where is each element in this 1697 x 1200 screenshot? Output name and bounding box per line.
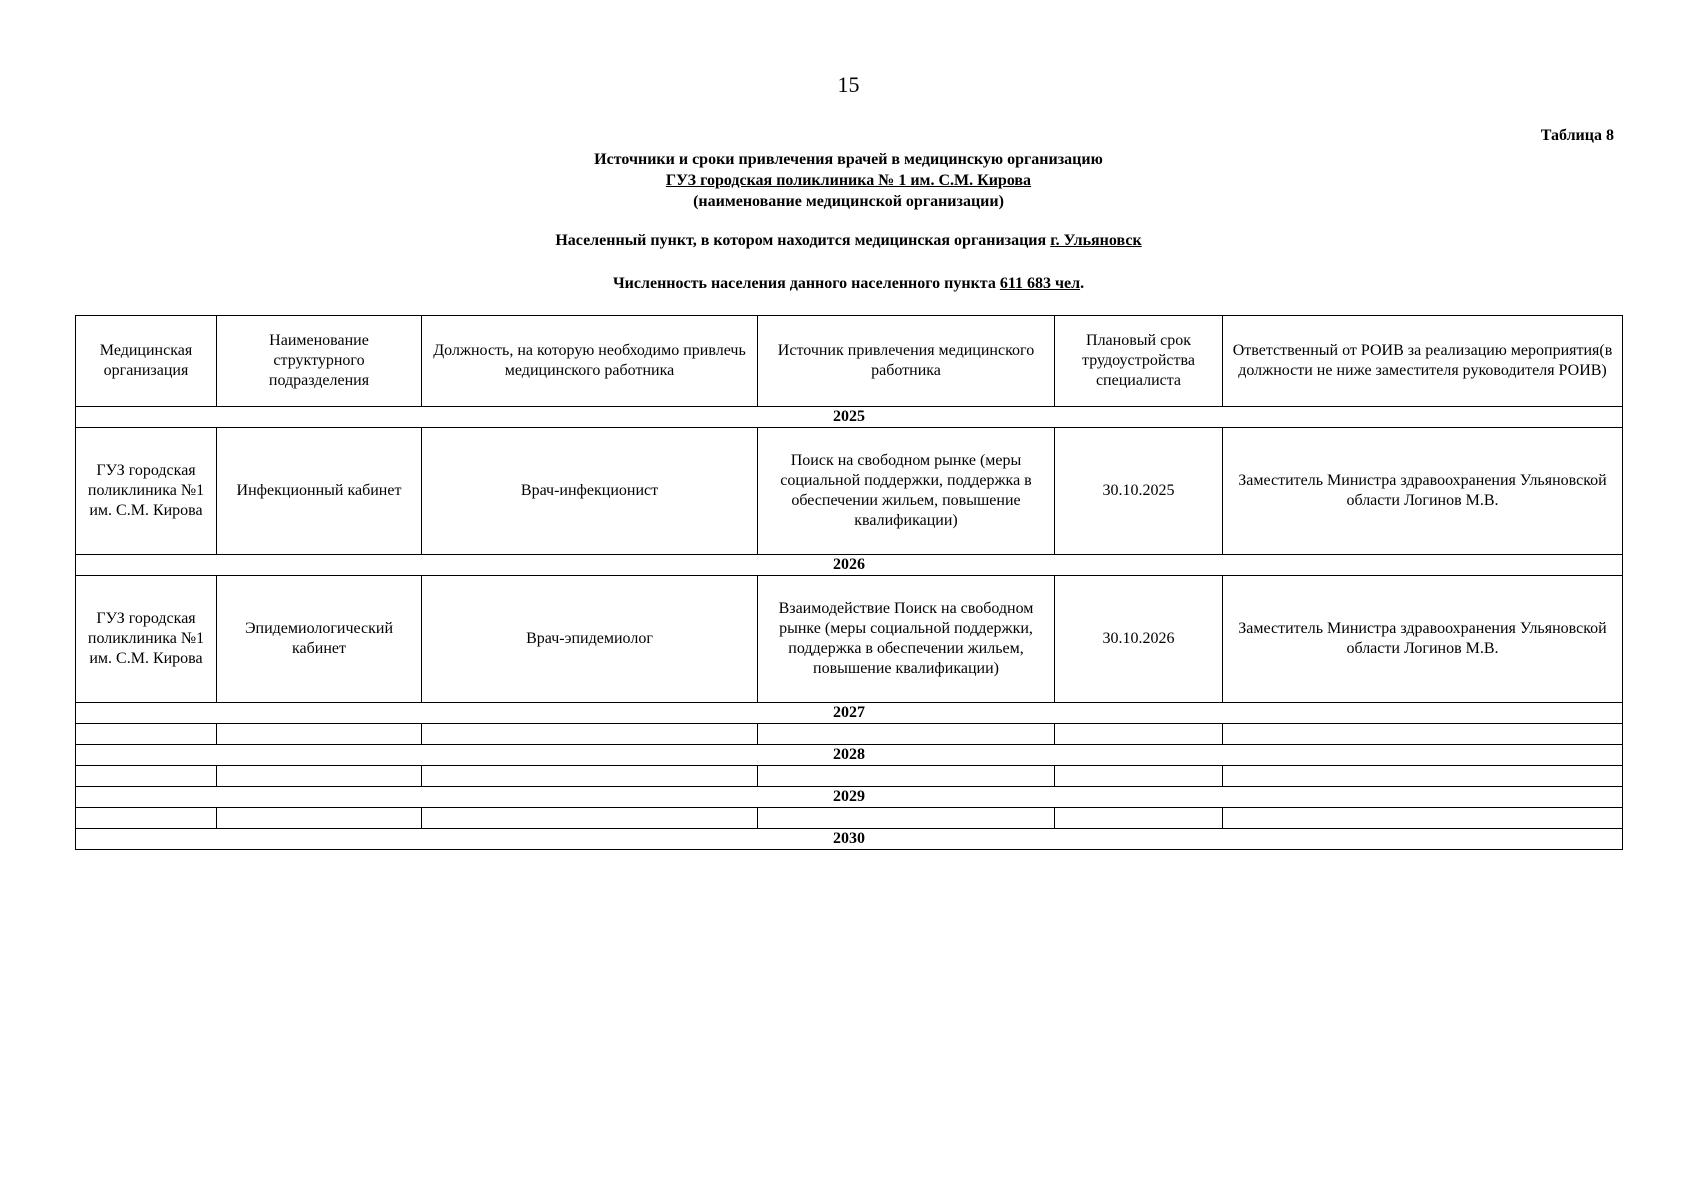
year-row <box>76 703 1623 724</box>
document-header <box>0 149 1697 212</box>
settlement-line <box>0 232 1697 250</box>
organization-cell: ГУЗ городская поликлиника №1 им. С.М. Кирова <box>76 576 217 703</box>
year-label: 2025 <box>76 407 1623 428</box>
population-suffix: . <box>1080 275 1085 292</box>
deadline-cell: 30.10.2025 <box>1055 428 1223 555</box>
recruitment-table <box>75 315 1623 850</box>
column-header: Наименование структурного подразделения <box>217 316 422 407</box>
empty-row <box>76 724 1623 745</box>
year-label: 2029 <box>76 787 1623 808</box>
year-row <box>76 407 1623 428</box>
position-cell: Врач-эпидемиолог <box>422 576 758 703</box>
position-cell: Врач-инфекционист <box>422 428 758 555</box>
organization-caption: (наименование медицинской организации) <box>693 193 1004 210</box>
year-row <box>76 829 1623 850</box>
responsible-cell: Заместитель Министра здравоохранения Ульяновской области Логинов М.В. <box>1223 428 1623 555</box>
year-label: 2028 <box>76 745 1623 766</box>
population-value: 611 683 чел <box>999 275 1081 292</box>
empty-row <box>76 808 1623 829</box>
year-row <box>76 787 1623 808</box>
page-number: 15 <box>837 72 860 97</box>
table-label: Таблица 8 <box>1540 127 1614 144</box>
department-cell: Эпидемиологический кабинет <box>217 576 422 703</box>
population-label: Численность населения данного населенного пункта <box>612 275 996 292</box>
population-line <box>0 275 1697 293</box>
column-header: Источник привлечения медицинского работника <box>758 316 1055 407</box>
settlement-value: г. Ульяновск <box>1050 232 1142 249</box>
organization-name: ГУЗ городская поликлиника № 1 им. С.М. Кирова <box>665 172 1032 189</box>
organization-cell: ГУЗ городская поликлиника №1 им. С.М. Кирова <box>76 428 217 555</box>
responsible-cell: Заместитель Министра здравоохранения Ульяновской области Логинов М.В. <box>1223 576 1623 703</box>
empty-row <box>76 766 1623 787</box>
column-header: Плановый срок трудоустройства специалиста <box>1055 316 1223 407</box>
settlement-label: Населенный пункт, в котором находится медицинская организация <box>555 232 1047 249</box>
column-header: Должность, на которую необходимо привлечь медицинского работника <box>422 316 758 407</box>
year-row <box>76 745 1623 766</box>
column-header: Ответственный от РОИВ за реализацию мероприятия(в должности не ниже заместителя руководителя РОИВ) <box>1223 316 1623 407</box>
table-header-row <box>76 316 1623 407</box>
document-title: Источники и сроки привлечения врачей в медицинскую организацию <box>594 151 1103 168</box>
year-row <box>76 555 1623 576</box>
year-label: 2030 <box>76 829 1623 850</box>
table-row <box>76 576 1623 703</box>
deadline-cell: 30.10.2026 <box>1055 576 1223 703</box>
source-cell: Поиск на свободном рынке (меры социальной поддержки, поддержка в обеспечении жильем, повышение квалификации) <box>758 428 1055 555</box>
table-row <box>76 428 1623 555</box>
source-cell: Взаимодействие Поиск на свободном рынке (меры социальной поддержки, поддержка в обеспечении жильем, повышение квалификации) <box>758 576 1055 703</box>
department-cell: Инфекционный кабинет <box>217 428 422 555</box>
year-label: 2026 <box>76 555 1623 576</box>
column-header: Медицинская организация <box>76 316 217 407</box>
year-label: 2027 <box>76 703 1623 724</box>
